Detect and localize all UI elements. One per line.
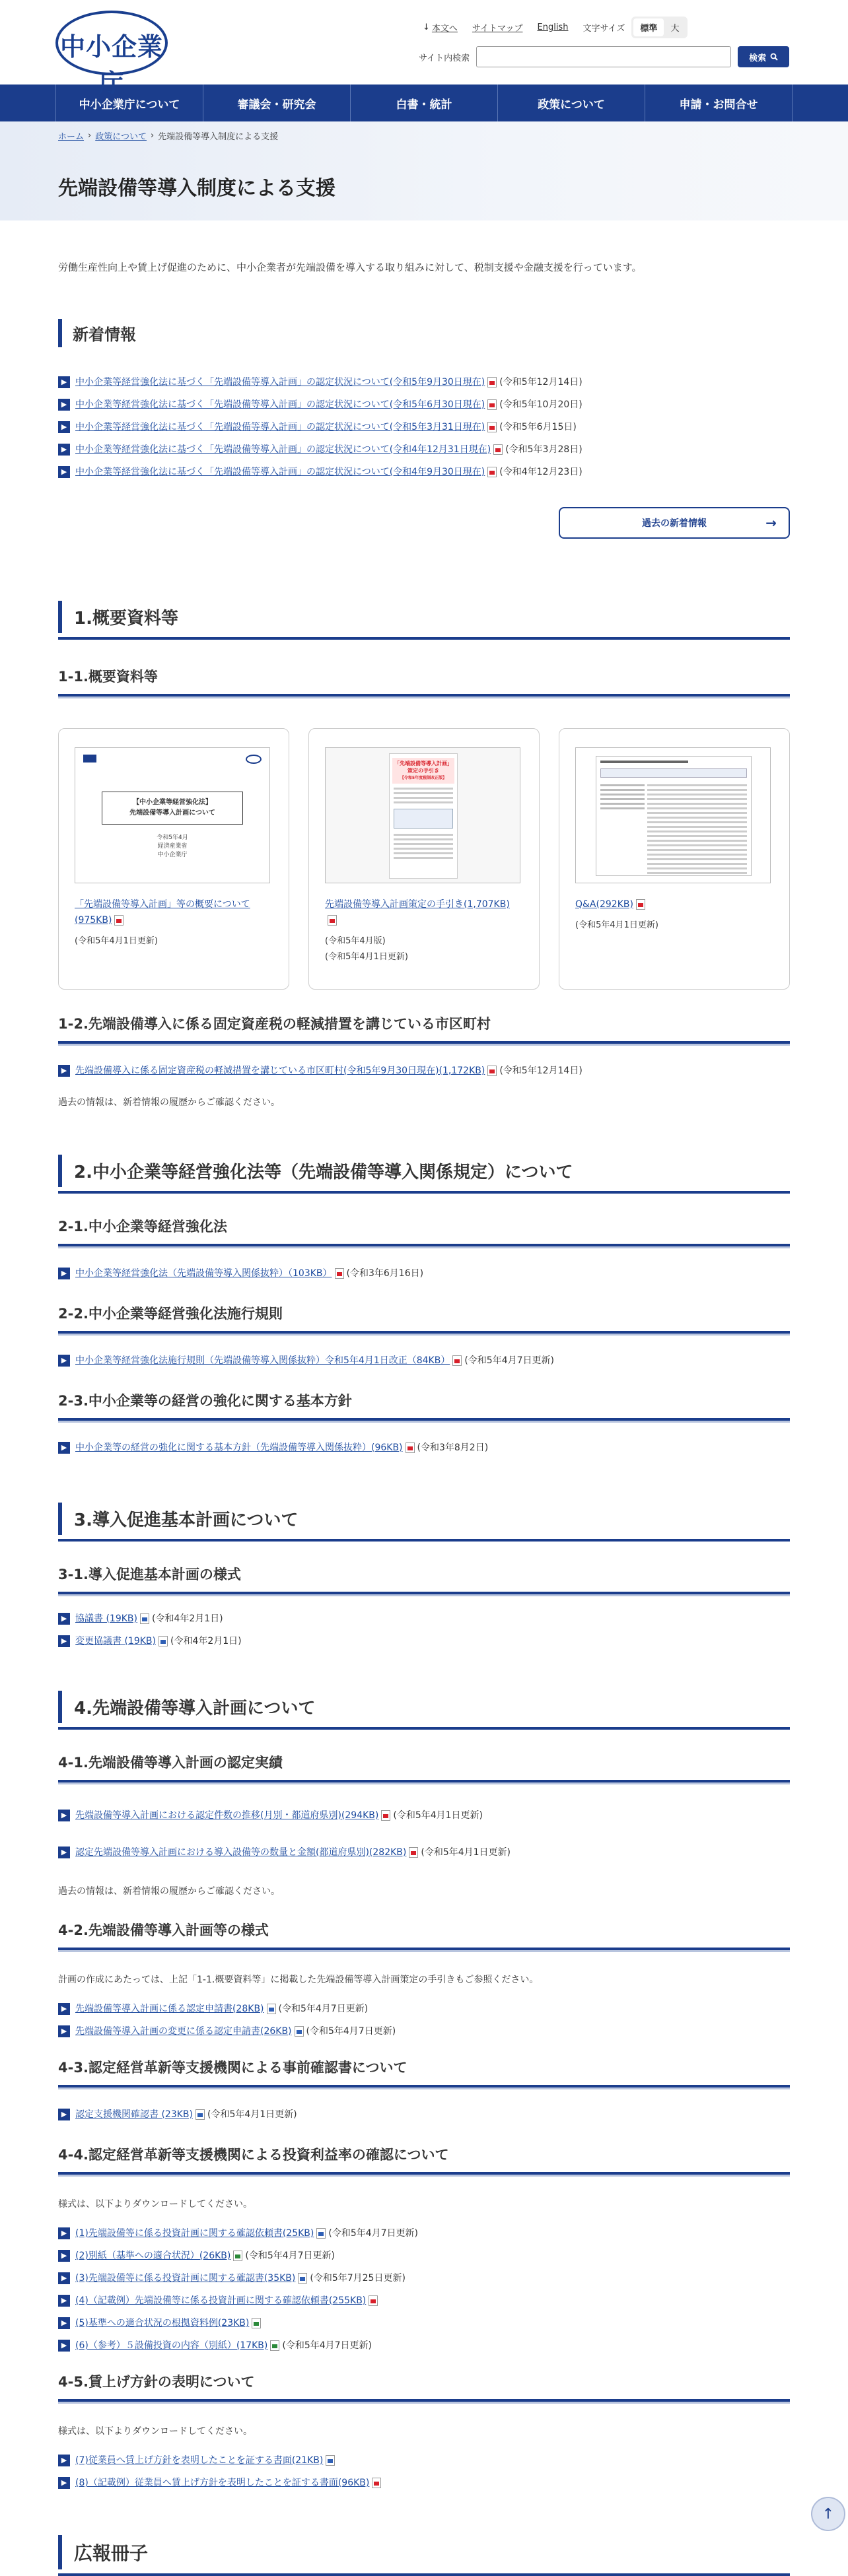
overview-doc-link[interactable]: 「先端設備等導入計画」等の概要について(975KB) (75, 899, 250, 926)
arrow-right-icon: ▶ (58, 2025, 70, 2037)
nav-item-about[interactable]: 中小企業庁について (55, 85, 203, 121)
section-3-heading: 3.導入促進基本計画について (58, 1503, 790, 1535)
word-icon (316, 2228, 326, 2239)
section-4-2-heading: 4-2.先端設備等導入計画等の様式 (58, 1920, 790, 1950)
breadcrumb-policy[interactable]: 政策について (95, 132, 147, 142)
history-note: 過去の情報は、新着情報の履歴からご確認ください。 (58, 1886, 280, 1897)
list-item (58, 2289, 790, 2312)
document-thumbnail (75, 747, 270, 883)
equipment-amount-link[interactable]: 認定先端設備等導入計画における導入設備等の数量と金額(都道府県別)(282KB) (75, 1847, 407, 1858)
thumb-title-box (102, 792, 243, 825)
breadcrumb-home[interactable]: ホーム (58, 132, 85, 142)
roi-form-link[interactable]: (4)（記載例）先端設備等に係る投資計画に関する確認依頼書(255KB) (75, 2295, 367, 2306)
list-item (58, 2245, 790, 2267)
down-arrow-icon: ↓ (423, 22, 430, 32)
confirmation-form-link[interactable]: 認定支援機関確認書 (23KB) (75, 2109, 193, 2120)
pdf-icon (369, 2295, 378, 2306)
nav-item-whitepapers[interactable]: 白書・統計 (350, 85, 497, 121)
sitemap-link[interactable] (472, 21, 523, 34)
list-item (58, 1349, 790, 1372)
arrow-right-icon: ▶ (58, 1810, 70, 1821)
arrow-right-icon: ▶ (58, 1065, 70, 1077)
section-4-2-list (58, 1998, 790, 2043)
section-3-1-list (58, 1608, 790, 1652)
arrow-right-icon: ▶ (58, 2272, 70, 2284)
list-item (58, 2020, 790, 2043)
pdf-icon (636, 899, 645, 910)
excel-icon (270, 2340, 279, 2351)
pdf-icon (452, 1355, 462, 1366)
news-link[interactable]: 中小企業等経営強化法に基づく「先端設備等導入計画」の認定状況について(令和5年3月31日現在) (75, 422, 485, 432)
guide-cover-title (392, 758, 454, 784)
item-date: (令和5年4月7日更新) (278, 2004, 369, 2014)
past-news-button[interactable] (559, 507, 790, 539)
list-item (58, 1998, 790, 2020)
pdf-icon (381, 1810, 390, 1821)
skip-link-text[interactable]: 本文へ (431, 23, 458, 34)
roi-form-link[interactable]: (1)先端設備等に係る投資計画に関する確認依頼書(25KB) (75, 2228, 314, 2239)
item-date: (令和5年4月7日更新) (282, 2340, 372, 2351)
document-thumbnail (575, 747, 771, 883)
section-4-4-list (58, 2222, 790, 2357)
law-link[interactable]: 中小企業等経営強化法（先端設備等導入関係抜粋）（103KB） (75, 1268, 332, 1279)
lead-text: 労働生産性向上や賃上げ促進のために、中小企業者が先端設備を導入する取り組みに対して、税制支援や金融支援を行っています。 (58, 261, 642, 273)
section-4-1-list (58, 1797, 790, 1871)
document-card (308, 728, 540, 990)
thumb-line: 【中小企業等経営強化法】 (133, 799, 212, 806)
arrow-right-icon: ▶ (58, 1635, 70, 1647)
font-size-standard-button[interactable]: 標準 (633, 18, 664, 36)
section-2-2-list (58, 1349, 790, 1372)
thumb-line: 中小企業庁 (157, 852, 188, 858)
word-icon (295, 2026, 304, 2037)
thumb-line: 令和5年4月 (157, 834, 188, 841)
pdf-icon (406, 1442, 415, 1453)
list-item (58, 1630, 790, 1652)
section-4-4-heading: 4-4.認定経営革新等支援機関による投資利益率の確認について (58, 2144, 790, 2175)
card-date-line: (令和5年4月版) (325, 936, 386, 946)
pdf-icon (487, 422, 497, 432)
section-2-heading: 2.中小企業等経営強化法等（先端設備等導入関係規定）について (58, 1155, 790, 1187)
section-2-2-heading: 2-2.中小企業等経営強化法施行規則 (58, 1303, 790, 1334)
nav-item-councils[interactable]: 審議会・研究会 (203, 85, 350, 121)
pdf-icon (328, 915, 337, 926)
word-icon (195, 2109, 205, 2120)
item-date: (令和5年4月1日更新) (393, 1810, 483, 1821)
arrow-right-icon: ▶ (58, 466, 70, 478)
news-date: (令和5年3月28日) (505, 444, 583, 455)
ministry-logo-icon (83, 755, 96, 763)
document-cards (58, 728, 790, 990)
news-date: (令和5年12月14日) (499, 377, 583, 388)
section-1-1-heading: 1-1.概要資料等 (58, 666, 790, 696)
list-item (58, 1437, 790, 1459)
site-search (419, 46, 789, 67)
word-icon (140, 1613, 149, 1624)
qa-doc-preview (596, 756, 752, 876)
word-icon (298, 2273, 307, 2284)
list-item (58, 438, 790, 461)
card-link (75, 897, 273, 928)
arrow-right-icon: ▶ (58, 2455, 70, 2466)
arrow-right-icon: ▶ (58, 2340, 70, 2352)
item-date: (令和3年8月2日) (417, 1442, 489, 1453)
word-icon (159, 1636, 168, 1646)
utility-links (423, 17, 688, 37)
document-card (58, 728, 289, 990)
thumb-line: 【令和5年度税制改正版】 (400, 776, 447, 780)
card-date: (令和5年4月1日更新) (75, 936, 158, 946)
arrow-right-icon: ▶ (58, 444, 70, 456)
list-item (58, 393, 790, 416)
item-date: (令和4年2月1日) (170, 1636, 242, 1646)
main-content (0, 260, 848, 2569)
qa-doc-link[interactable]: Q&A(292KB) (575, 899, 633, 910)
list-item (58, 2449, 790, 2472)
roi-form-link[interactable]: (3)先端設備等に係る投資計画に関する確認書(35KB) (75, 2273, 296, 2284)
news-link[interactable]: 中小企業等経営強化法に基づく「先端設備等導入計画」の認定状況について(令和4年9月30日現在) (75, 467, 485, 477)
section-4-heading: 4.先端設備等導入計画について (58, 1691, 790, 1723)
search-icon (770, 53, 778, 61)
item-date: (令和5年12月14日) (499, 1066, 583, 1076)
roi-form-link[interactable]: (5)基準への適合状況の根拠資料例(23KB) (75, 2318, 250, 2328)
list-item (58, 2312, 790, 2334)
list-item (58, 1060, 790, 1082)
pdf-icon (372, 2478, 381, 2488)
section-2-3-list (58, 1437, 790, 1459)
change-consultation-form-link[interactable]: 変更協議書 (19KB) (75, 1636, 156, 1646)
font-size-large-button[interactable]: 大 (670, 23, 680, 34)
list-item (58, 416, 790, 438)
change-application-form-link[interactable]: 先端設備等導入計画の変更に係る認定申請書(26KB) (75, 2026, 292, 2037)
chevron-right-icon: › (88, 131, 92, 141)
item-date: (令和5年4月7日更新) (464, 1355, 554, 1366)
guide-doc-link[interactable]: 先端設備等導入計画策定の手引き(1,707KB) (325, 899, 510, 910)
section-1-heading: 1.概要資料等 (58, 601, 790, 633)
list-item (58, 1262, 790, 1285)
english-link-text[interactable]: English (537, 22, 569, 32)
search-button-label: 検索 (749, 53, 767, 63)
card-link (325, 897, 523, 928)
application-form-link[interactable]: 先端設備等導入計画に係る認定申請書(28KB) (75, 2004, 264, 2014)
back-to-top-button[interactable] (811, 2497, 845, 2531)
section-4-5-heading: 4-5.賃上げ方針の表明について (58, 2371, 790, 2402)
arrow-right-icon: ▶ (58, 2317, 70, 2329)
pdf-icon (493, 444, 503, 455)
thumb-line: 先端設備等導入計画について (129, 809, 215, 817)
excel-icon (233, 2251, 242, 2261)
section-4-1-heading: 4-1.先端設備等導入計画の認定実績 (58, 1752, 790, 1782)
page-title: 先端設備等導入制度による支援 (58, 177, 336, 200)
item-date: (令和5年4月7日更新) (306, 2026, 396, 2037)
font-size-toggle (631, 17, 688, 38)
arrow-right-icon: ▶ (58, 2477, 70, 2489)
breadcrumb (58, 129, 278, 142)
skip-link[interactable] (423, 21, 458, 34)
thumb-line: 経済産業省 (157, 843, 188, 850)
arrow-right-icon: ▶ (58, 2109, 70, 2120)
pdf-icon (487, 399, 497, 410)
guide-cover (389, 753, 458, 879)
list-item (58, 461, 790, 483)
page-hero (0, 121, 848, 220)
news-link[interactable]: 中小企業等経営強化法に基づく「先端設備等導入計画」の認定状況について(令和4年12月31日現在) (75, 444, 491, 455)
site-logo[interactable] (55, 11, 168, 98)
section-1-2-list (58, 1060, 790, 1082)
logo-text: 中小企業庁 (59, 32, 163, 98)
breadcrumb-current: 先端設備等導入制度による支援 (158, 132, 279, 142)
section-3-1-heading: 3-1.導入促進基本計画の様式 (58, 1564, 790, 1594)
pdf-icon (487, 377, 497, 388)
item-date: (令和3年6月16日) (346, 1268, 424, 1279)
section-4-3-heading: 4-3.認定経営革新等支援機関による事前確認書について (58, 2057, 790, 2087)
pdf-icon (114, 915, 124, 926)
list-item (58, 1834, 790, 1871)
nav-item-contact[interactable]: 申請・お問合せ (645, 85, 793, 121)
news-heading: 新着情報 (58, 319, 790, 347)
basic-policy-link[interactable]: 中小企業等の経営の強化に関する基本方針（先端設備等導入関係抜粋）(96KB) (75, 1442, 403, 1453)
list-item (58, 2267, 790, 2289)
approval-count-link[interactable]: 先端設備等導入計画における認定件数の推移(月別・都道府県別)(294KB) (75, 1810, 379, 1821)
news-link[interactable]: 中小企業等経営強化法に基づく「先端設備等導入計画」の認定状況について(令和5年6月30日現在) (75, 399, 485, 410)
news-link[interactable]: 中小企業等経営強化法に基づく「先端設備等導入計画」の認定状況について(令和5年9月30日現在) (75, 377, 485, 388)
arrow-right-icon: ▶ (58, 2250, 70, 2262)
item-date: (令和5年4月7日更新) (245, 2251, 336, 2261)
roi-form-link[interactable]: (2)別紙（基準への適合状況）(26KB) (75, 2251, 231, 2261)
nav-item-policy[interactable]: 政策について (497, 85, 645, 121)
item-date: (令和5年4月1日更新) (207, 2109, 297, 2120)
history-note: 過去の情報は、新着情報の履歴からご確認ください。 (58, 1097, 280, 1108)
search-input[interactable] (476, 46, 731, 67)
arrow-right-icon: ▶ (58, 1442, 70, 1454)
list-item (58, 1608, 790, 1630)
section-2-1-heading: 2-1.中小企業等経営強化法 (58, 1216, 790, 1246)
section-4-5-text: 様式は、以下よりダウンロードしてください。 (58, 2426, 252, 2437)
thumb-meta (75, 834, 269, 860)
roi-form-link[interactable]: (6)（参考）５設備投資の内容（別紙）(17KB) (75, 2340, 268, 2351)
arrow-right-icon: ▶ (58, 376, 70, 388)
section-1-2-heading: 1-2.先端設備導入に係る固定資産税の軽減措置を講じている市区町村 (58, 1013, 790, 1044)
pdf-icon (409, 1847, 418, 1858)
section-4-2-text: 計画の作成にあたっては、上記「1-1.概要資料等」に掲載した先端設備等導入計画策定の手引きもご参照ください。 (58, 1975, 539, 1985)
thumb-line: 「先端設備等導入計画」 (394, 761, 452, 766)
section-2-3-heading: 2-3.中小企業等の経営の強化に関する基本方針 (58, 1390, 790, 1421)
news-date: (令和5年10月20日) (499, 399, 583, 410)
wage-form-link[interactable]: (7)従業員へ賃上げ方針を表明したことを証する書面(21KB) (75, 2455, 324, 2466)
news-date: (令和4年12月23日) (499, 467, 583, 477)
item-date: (令和4年2月1日) (151, 1613, 223, 1624)
arrow-right-icon: ▶ (58, 2003, 70, 2015)
section-4-4-text: 様式は、以下よりダウンロードしてください。 (58, 2199, 252, 2210)
arrow-right-icon: ▶ (58, 2227, 70, 2239)
past-news-label: 過去の新着情報 (642, 518, 707, 529)
wage-form-link[interactable]: (8)（記載例）従業員へ賃上げ方針を表明したことを証する書面(96KB) (75, 2478, 370, 2488)
site-header (0, 0, 848, 98)
card-link (575, 897, 773, 912)
arrow-right-icon: ▶ (58, 1847, 70, 1858)
arrow-up-icon: ↑ (822, 2505, 835, 2523)
section-4-5-list (58, 2449, 790, 2494)
document-thumbnail (325, 747, 520, 883)
word-icon (267, 2004, 276, 2014)
search-label: サイト内検索 (419, 53, 470, 63)
regulation-link[interactable]: 中小企業等経営強化法施行規則（先端設備等導入関係抜粋）令和5年4月1日改正（84KB） (75, 1355, 450, 1366)
arrow-right-icon: → (765, 515, 777, 531)
thumb-line: 策定の手引き (407, 768, 439, 774)
section-4-3-list (58, 2103, 790, 2126)
list-item (58, 2222, 790, 2245)
pdf-icon (487, 1066, 497, 1076)
list-item (58, 2472, 790, 2494)
font-size-label: 文字サイズ (583, 23, 625, 34)
municipality-link[interactable]: 先端設備導入に係る固定資産税の軽減措置を講じている市区町村(令和5年9月30日現在)(1,172KB) (75, 1066, 485, 1076)
arrow-right-icon: ▶ (58, 1613, 70, 1625)
list-item (58, 2103, 790, 2126)
card-date: (令和5年4月1日更新) (575, 920, 658, 930)
card-date (325, 933, 523, 965)
section-2-1-list (58, 1262, 790, 1285)
news-list (58, 371, 790, 483)
arrow-right-icon: ▶ (58, 421, 70, 433)
list-item (58, 1797, 790, 1834)
consultation-form-link[interactable]: 協議書 (19KB) (75, 1613, 137, 1624)
arrow-right-icon: ▶ (58, 1268, 70, 1279)
excel-icon (252, 2318, 261, 2328)
arrow-right-icon: ▶ (58, 2295, 70, 2307)
list-item (58, 371, 790, 393)
word-icon (326, 2455, 335, 2466)
english-link[interactable] (538, 22, 569, 32)
arrow-right-icon: ▶ (58, 399, 70, 411)
arrow-right-icon: ▶ (58, 1355, 70, 1367)
item-date: (令和5年7月25日更新) (310, 2273, 406, 2284)
brochure-heading: 広報冊子 (58, 2535, 790, 2569)
card-date-line: (令和5年4月1日更新) (325, 952, 408, 962)
search-button[interactable] (738, 46, 789, 67)
sitemap-link-text[interactable]: サイトマップ (472, 23, 523, 34)
document-card (559, 728, 790, 990)
pdf-icon (335, 1268, 344, 1279)
list-item (58, 2334, 790, 2357)
item-date: (令和5年4月7日更新) (328, 2228, 419, 2239)
sme-logo-icon (246, 755, 262, 764)
pdf-icon (487, 467, 497, 477)
news-date: (令和5年6月15日) (499, 422, 577, 432)
chevron-right-icon: › (150, 131, 155, 141)
item-date: (令和5年4月1日更新) (421, 1847, 511, 1858)
